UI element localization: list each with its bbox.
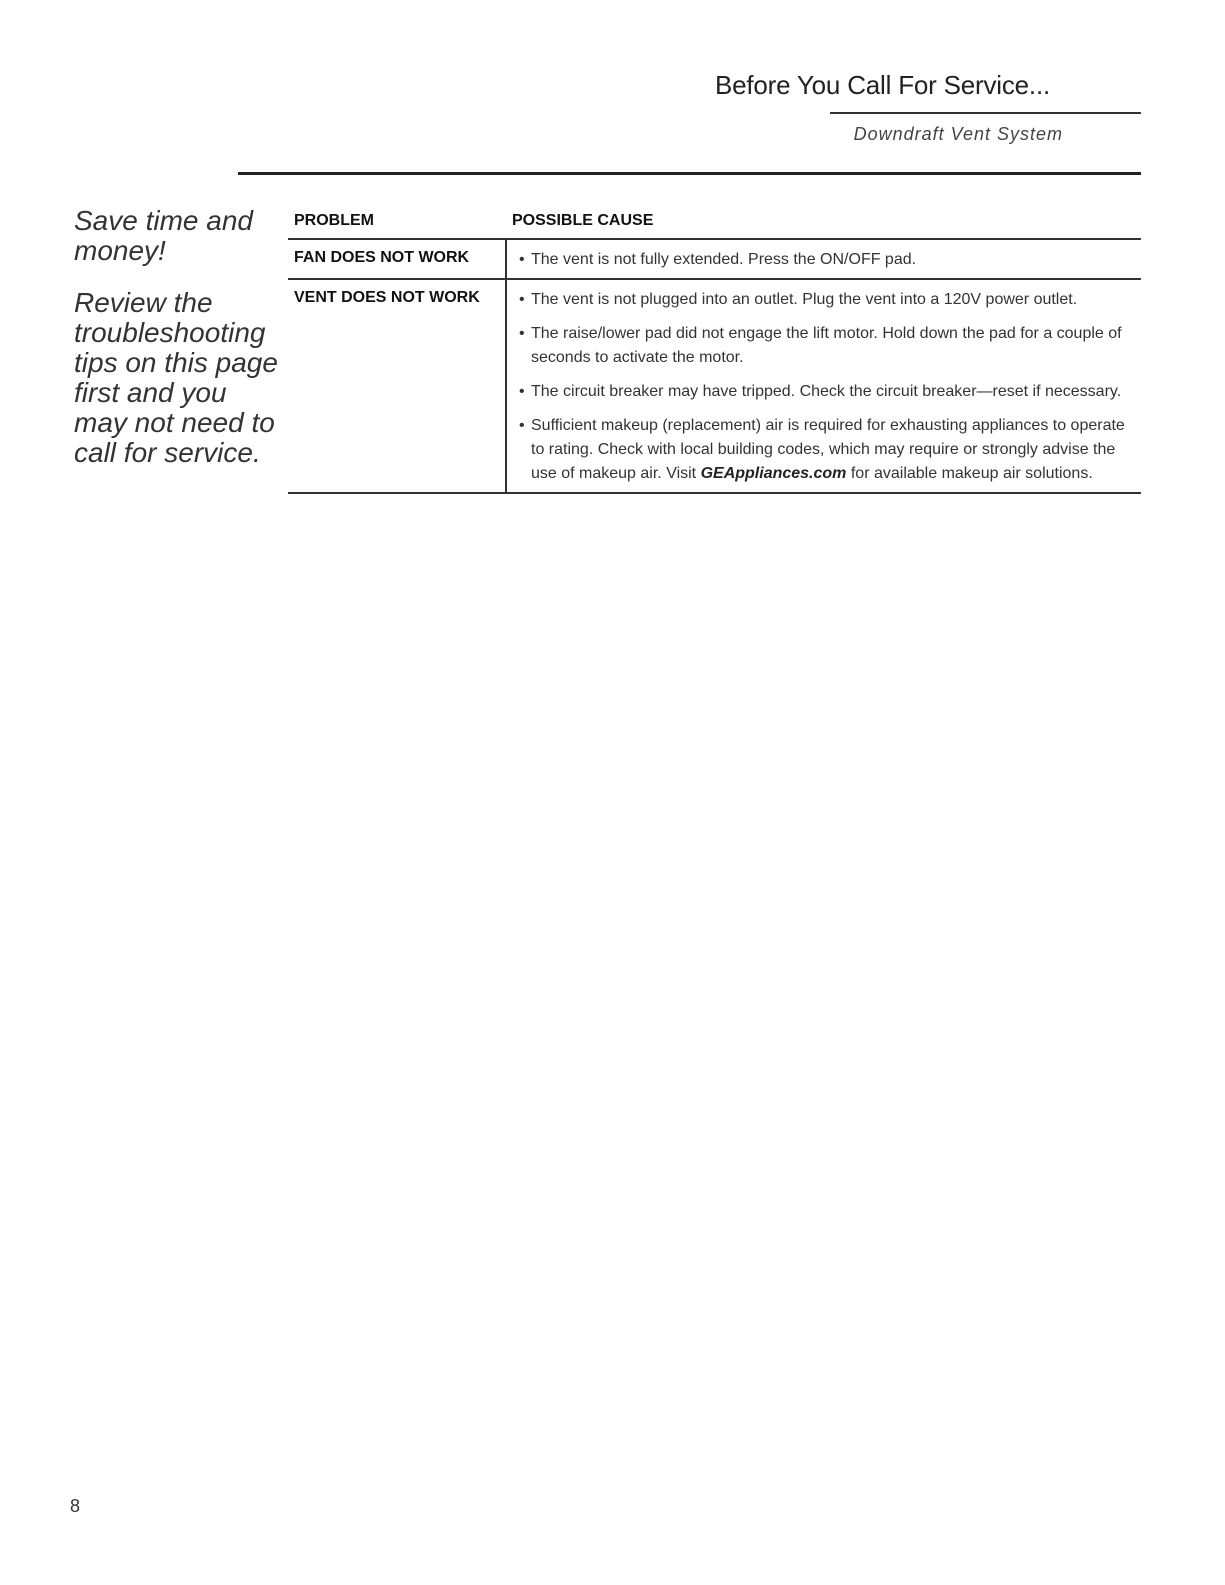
cause-item (521, 322, 1135, 370)
page-number: 8 (70, 1496, 81, 1516)
column-header-possible-cause: POSSIBLE CAUSE (506, 206, 1141, 239)
cause-text: The raise/lower pad did not engage the lift motor. Hold down the pad for a couple of seconds to activate the motor. (531, 325, 1122, 366)
problem-cell: FAN DOES NOT WORK (288, 239, 506, 279)
bullet-icon: • (519, 291, 525, 308)
table-row (288, 239, 1141, 279)
troubleshooting-table (288, 206, 1141, 494)
page-subtitle: Downdraft Vent System (853, 124, 1063, 144)
cause-cell (506, 239, 1141, 279)
sidebar-tagline: Save time and money! (74, 205, 253, 266)
sidebar-callout (74, 206, 284, 490)
sidebar-note: Review the troubleshooting tips on this page first and you may not need to call for service. (74, 287, 278, 468)
bullet-icon: • (519, 251, 525, 268)
column-header-problem: PROBLEM (288, 206, 506, 239)
cause-item (521, 288, 1135, 312)
cause-text: The vent is not plugged into an outlet. Plug the vent into a 120V power outlet. (531, 291, 1078, 308)
header-divider-short (830, 112, 1141, 114)
bullet-icon: • (519, 383, 525, 400)
cause-item (521, 414, 1135, 486)
cause-text-tail: for available makeup air solutions. (850, 465, 1093, 482)
problem-cell: VENT DOES NOT WORK (288, 279, 506, 493)
bullet-icon: • (519, 325, 525, 342)
cause-item (521, 248, 1135, 272)
bullet-icon: • (519, 417, 525, 434)
cause-text: The circuit breaker may have tripped. Check the circuit breaker—reset if necessary. (531, 383, 1122, 400)
cause-item (521, 380, 1135, 404)
table-row (288, 279, 1141, 493)
website-link[interactable]: GEAppliances.com (700, 465, 847, 482)
header-divider-long (238, 172, 1141, 175)
cause-text: The vent is not fully extended. Press the ON/OFF pad. (531, 251, 917, 268)
page-title: Before You Call For Service... (714, 70, 1050, 100)
cause-text: Sufficient makeup (replacement) air is required for exhausting appliances to operate to rating. Check with local building codes, which may require or strongly advise the use of makeup air. Visit (531, 417, 1125, 482)
cause-cell (506, 279, 1141, 493)
